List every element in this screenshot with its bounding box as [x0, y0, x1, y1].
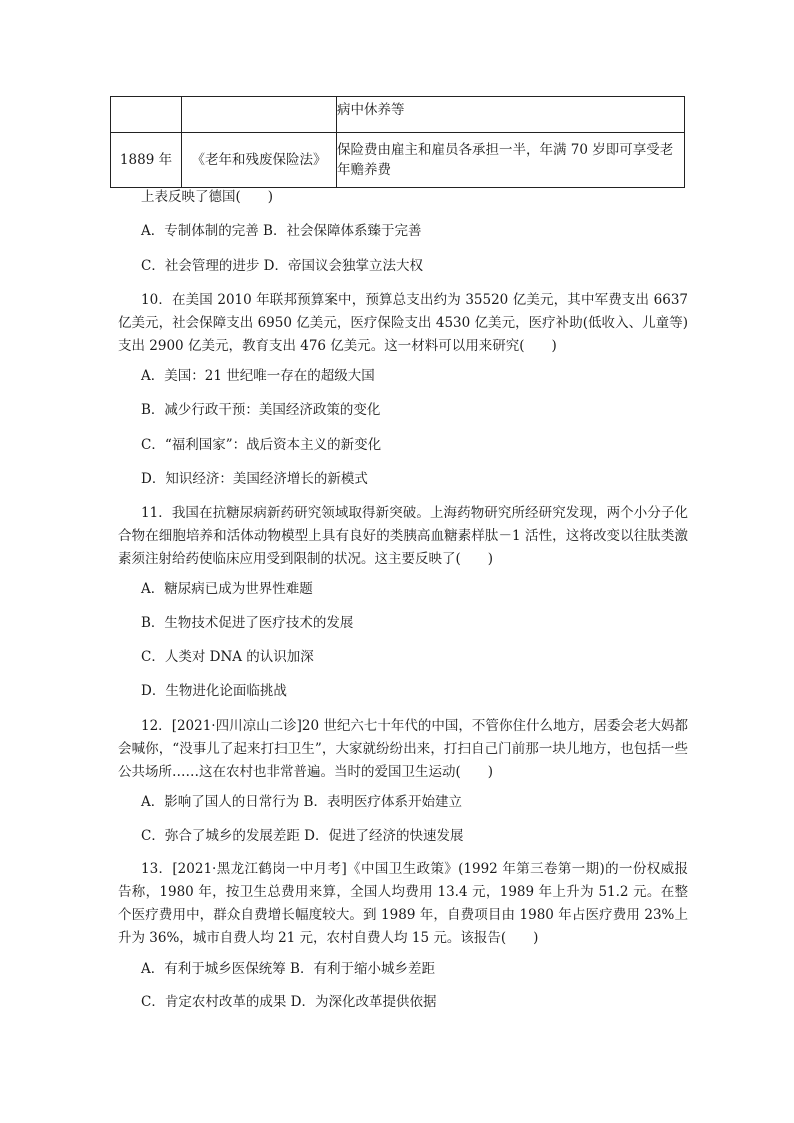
table-cell-law: 《老年和残废保险法》 — [182, 133, 337, 188]
q13-options-ab: A．有利于城乡医保统筹 B．有利于缩小城乡差距 — [141, 961, 435, 977]
q9-stem: 上表反映了德国( ) — [141, 189, 274, 205]
q13-stem-text: 13．[2021·黑龙江鹤岗一中月考]《中国卫生政策》(1992 年第三卷第一期)的一份权威报告称，1980 年，按卫生总费用来算，全国人均费用 13.4 元，1989 年上升为 51.2 元。在整个医疗费用中，群众自费增长幅度较大。到 1989 年，自费项目由 1980 年占医疗费用 23%上升为 36%，城市自费人均 21 元，农村自费人均 15 元。该报告( ) — [118, 861, 688, 946]
q11-option-c: C．人类对 DNA 的认识加深 — [141, 649, 314, 665]
q13-stem — [118, 858, 688, 950]
table-row — [111, 133, 685, 188]
policy-table — [110, 96, 685, 188]
q9-options-cd: C．社会管理的进步 D．帝国议会独掌立法大权 — [141, 258, 423, 274]
q12-options-cd: C．弥合了城乡的发展差距 D．促进了经济的快速发展 — [141, 828, 464, 844]
q10-stem — [118, 289, 688, 358]
q9-options-ab: A．专制体制的完善 B．社会保障体系臻于完善 — [141, 223, 422, 239]
table-cell-year — [111, 97, 182, 133]
q11-stem — [118, 502, 688, 571]
q11-option-b: B．生物技术促进了医疗技术的发展 — [141, 615, 354, 631]
q12-stem — [118, 715, 688, 784]
q10-option-c: C．“福利国家”：战后资本主义的新变化 — [141, 437, 382, 453]
q10-option-d: D．知识经济：美国经济增长的新模式 — [141, 471, 368, 487]
q10-stem-text: 10．在美国 2010 年联邦预算案中，预算总支出约为 35520 亿美元，其中军费支出 6637 亿美元，社会保障支出 6950 亿美元，医疗保险支出 4530 亿美元，医疗补助(低收入、儿童等)支出 2900 亿美元，教育支出 476 亿美元。这一材料可以用来研究( ) — [118, 292, 688, 354]
table-cell-year: 1889 年 — [111, 133, 182, 188]
q10-option-a: A．美国：21 世纪唯一存在的超级大国 — [141, 368, 375, 384]
q12-stem-text: 12．[2021·四川凉山二诊]20 世纪六七十年代的中国，不管你住什么地方，居委会老大妈都会喊你，“没事儿了起来打扫卫生”，大家就纷纷出来，打扫自己门前那一块儿地方，也包括一些公共场所……这在农村也非常普遍。当时的爱国卫生运动( ) — [118, 718, 688, 780]
table-cell-desc: 病中休养等 — [337, 97, 685, 133]
q11-option-a: A．糖尿病已成为世界性难题 — [141, 581, 313, 597]
q11-option-d: D．生物进化论面临挑战 — [141, 683, 287, 699]
q11-stem-text: 11．我国在抗糖尿病新药研究领域取得新突破。上海药物研究所经研究发现，两个小分子化合物在细胞培养和活体动物模型上具有良好的类胰高血糖素样肽－1 活性，这将改变以往肽类激素须注射给药使临床应用受到限制的状况。这主要反映了( ) — [118, 505, 688, 567]
table-row — [111, 97, 685, 133]
q13-options-cd: C．肯定农村改革的成果 D．为深化改革提供依据 — [141, 994, 437, 1010]
table-cell-desc: 保险费由雇主和雇员各承担一半，年满 70 岁即可享受老年赡养费 — [337, 133, 685, 188]
q10-option-b: B．减少行政干预：美国经济政策的变化 — [141, 402, 381, 418]
q12-options-ab: A．影响了国人的日常行为 B．表明医疗体系开始建立 — [141, 794, 462, 810]
table-cell-law — [182, 97, 337, 133]
